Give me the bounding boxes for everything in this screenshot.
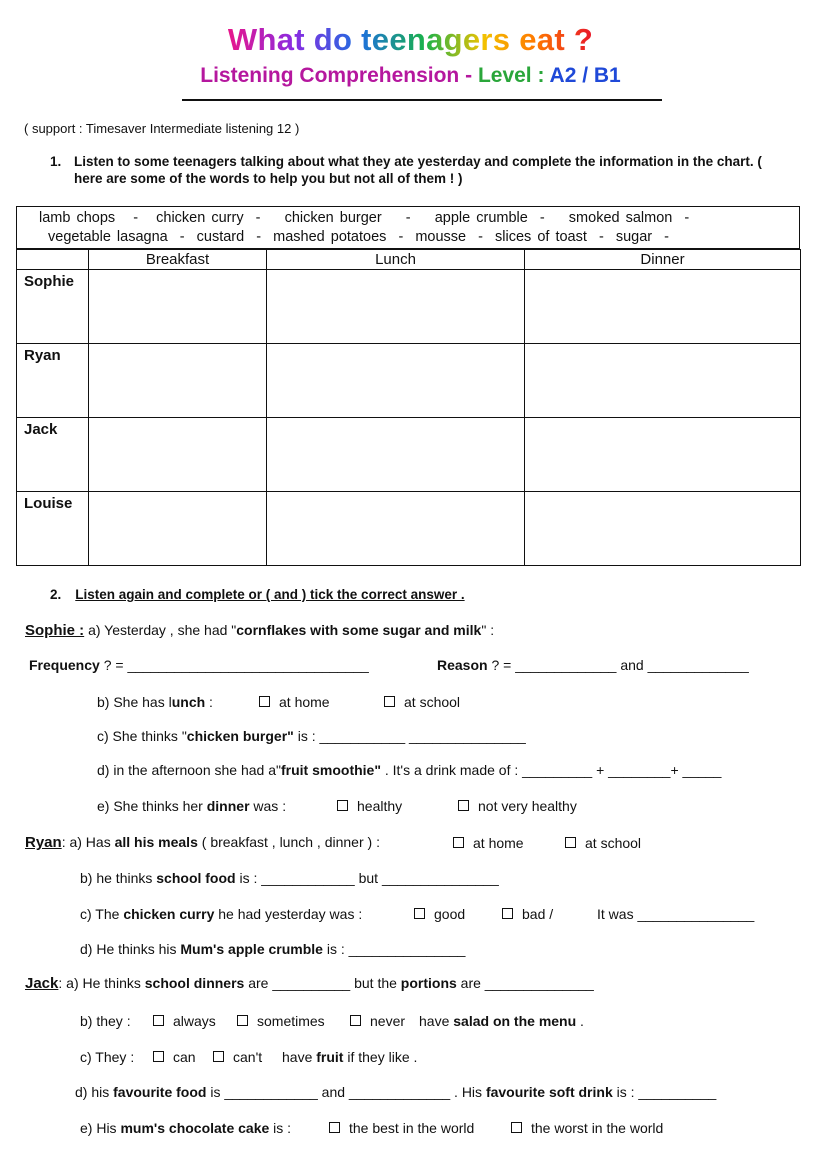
title-text: What do teenagers eat ? bbox=[227, 22, 594, 57]
sophie-b-option-school[interactable] bbox=[384, 694, 460, 710]
question-1 bbox=[50, 153, 780, 187]
option-label: never bbox=[370, 1013, 406, 1029]
jack-e-option-worst[interactable] bbox=[511, 1120, 663, 1136]
checkbox[interactable] bbox=[414, 908, 425, 919]
sophie-c-blank[interactable]: is : ___________ _______________ bbox=[293, 728, 526, 744]
jack-e-bold: mum's chocolate cake bbox=[120, 1120, 270, 1136]
checkbox[interactable] bbox=[153, 1015, 164, 1026]
option-label: bad / bbox=[522, 906, 554, 922]
option-label: always bbox=[173, 1013, 216, 1029]
sophie-e-bold: dinner bbox=[206, 798, 250, 814]
checkbox[interactable] bbox=[502, 908, 513, 919]
option-label: the worst in the world bbox=[531, 1120, 664, 1136]
question-2 bbox=[50, 587, 465, 602]
jack-d-bold-2: favourite soft drink bbox=[485, 1084, 613, 1100]
jack-c-option-cant[interactable] bbox=[213, 1049, 262, 1065]
jack-a-blank[interactable]: are ______________ bbox=[456, 975, 594, 991]
jack-d-text: d) his bbox=[75, 1084, 114, 1100]
sophie-c bbox=[97, 728, 526, 744]
jack-e-post: is : bbox=[269, 1120, 292, 1136]
jack-a bbox=[25, 975, 594, 992]
jack-e-text: e) His bbox=[80, 1120, 121, 1136]
ryan-c-tail[interactable]: It was _______________ bbox=[597, 906, 755, 922]
jack-c bbox=[80, 1049, 134, 1065]
sophie-b-post: : bbox=[205, 694, 213, 710]
sophie-a-text: a) Yesterday , she had " bbox=[88, 622, 237, 638]
jack-c-bold: fruit bbox=[316, 1049, 344, 1065]
reason-blank[interactable]: ? = _____________ and _____________ bbox=[491, 657, 749, 673]
checkbox[interactable] bbox=[337, 800, 348, 811]
ryan-c-option-bad[interactable] bbox=[502, 906, 553, 922]
ryan-c-bold: chicken curry bbox=[123, 906, 215, 922]
chart-row bbox=[17, 270, 801, 344]
jack-b-post: . bbox=[576, 1013, 584, 1029]
ryan-b-bold: school food bbox=[156, 870, 236, 886]
subtitle-part-c: A2 / B1 bbox=[549, 64, 621, 87]
jack-c-post: if they like . bbox=[343, 1049, 418, 1065]
jack-e bbox=[80, 1120, 291, 1136]
jack-a-bold-2: portions bbox=[400, 975, 457, 991]
word-bank-line-2: vegetable lasagna - custard - mashed potatoes - mousse - slices of toast - sugar - bbox=[48, 229, 669, 245]
option-label: at school bbox=[585, 835, 642, 851]
sophie-a bbox=[25, 622, 494, 639]
sophie-frequency bbox=[29, 657, 369, 673]
ryan-d bbox=[80, 941, 465, 957]
sophie-reason bbox=[437, 657, 749, 673]
answer-cell[interactable] bbox=[89, 492, 267, 566]
sophie-e-post: was : bbox=[249, 798, 287, 814]
ryan-d-bold: Mum's apple crumble bbox=[180, 941, 323, 957]
ryan-b-blank[interactable]: is : ____________ but _______________ bbox=[235, 870, 499, 886]
chart-row bbox=[17, 344, 801, 418]
support-note: ( support : Timesaver Intermediate listening 12 ) bbox=[24, 121, 300, 136]
meals-chart bbox=[16, 249, 801, 566]
checkbox[interactable] bbox=[213, 1051, 224, 1062]
sophie-d bbox=[97, 762, 721, 778]
ryan-c-text: c) The bbox=[80, 906, 124, 922]
option-label: good bbox=[434, 906, 466, 922]
checkbox[interactable] bbox=[329, 1122, 340, 1133]
chart-header-row bbox=[17, 250, 801, 270]
ryan-a bbox=[25, 834, 380, 851]
sophie-a-post: " : bbox=[481, 622, 495, 638]
option-label: can't bbox=[233, 1049, 263, 1065]
ryan-b-text: b) he thinks bbox=[80, 870, 157, 886]
chart-row-name: Jack bbox=[17, 418, 89, 492]
jack-a-mid[interactable]: are __________ but the bbox=[244, 975, 401, 991]
checkbox[interactable] bbox=[237, 1015, 248, 1026]
option-label: at home bbox=[473, 835, 524, 851]
chart-header-corner bbox=[17, 250, 89, 270]
answer-cell[interactable] bbox=[525, 344, 801, 418]
answer-cell[interactable] bbox=[267, 270, 525, 344]
answer-cell[interactable] bbox=[525, 418, 801, 492]
sophie-c-bold: chicken burger" bbox=[186, 728, 294, 744]
jack-b-mid: have bbox=[419, 1013, 454, 1029]
chart-header-breakfast: Breakfast bbox=[89, 250, 267, 270]
chart-row-name: Sophie bbox=[17, 270, 89, 344]
chart-header-dinner: Dinner bbox=[525, 250, 801, 270]
option-label: sometimes bbox=[257, 1013, 325, 1029]
ryan-a-bold: all his meals bbox=[114, 834, 198, 850]
option-label: can bbox=[173, 1049, 196, 1065]
ryan-c-post: he had yesterday was : bbox=[214, 906, 363, 922]
ryan-b bbox=[80, 870, 499, 886]
checkbox[interactable] bbox=[153, 1051, 164, 1062]
jack-d bbox=[75, 1084, 716, 1100]
sophie-e bbox=[97, 798, 286, 814]
answer-cell[interactable] bbox=[267, 492, 525, 566]
jack-b-option-always[interactable] bbox=[153, 1013, 216, 1029]
jack-c-tail bbox=[282, 1049, 417, 1065]
chart-row bbox=[17, 492, 801, 566]
jack-a-text: : a) He thinks bbox=[58, 975, 145, 991]
ryan-a-post: ( breakfast , lunch , dinner ) : bbox=[197, 834, 380, 850]
ryan-c-option-good[interactable] bbox=[414, 906, 465, 922]
sophie-b-option-home[interactable] bbox=[259, 694, 330, 710]
chart-row-name: Louise bbox=[17, 492, 89, 566]
jack-a-bold: school dinners bbox=[144, 975, 245, 991]
frequency-label: Frequency bbox=[29, 657, 100, 673]
ryan-a-option-school[interactable] bbox=[565, 835, 641, 851]
checkbox[interactable] bbox=[259, 696, 270, 707]
sophie-c-text: c) She thinks " bbox=[97, 728, 187, 744]
worksheet-subtitle bbox=[0, 64, 821, 88]
word-bank bbox=[16, 206, 800, 249]
answer-cell[interactable] bbox=[89, 270, 267, 344]
answer-cell[interactable] bbox=[267, 418, 525, 492]
question-2-number: 2. bbox=[50, 587, 62, 602]
chart-row-name: Ryan bbox=[17, 344, 89, 418]
option-label: not very healthy bbox=[478, 798, 577, 814]
subtitle-part-b: Level : bbox=[477, 64, 550, 87]
checkbox[interactable] bbox=[511, 1122, 522, 1133]
jack-b-option-never[interactable] bbox=[350, 1013, 405, 1029]
jack-c-option-can[interactable] bbox=[153, 1049, 196, 1065]
answer-cell[interactable] bbox=[267, 344, 525, 418]
option-label: the best in the world bbox=[349, 1120, 475, 1136]
jack-d-bold: favourite food bbox=[113, 1084, 207, 1100]
sophie-d-blank[interactable]: . It's a drink made of : _________ + ________+ _____ bbox=[380, 762, 722, 778]
checkbox[interactable] bbox=[565, 837, 576, 848]
checkbox[interactable] bbox=[453, 837, 464, 848]
jack-d-blank[interactable]: is : __________ bbox=[612, 1084, 717, 1100]
frequency-blank[interactable]: ? = _______________________________ bbox=[103, 657, 369, 673]
subtitle-part-a: Listening Comprehension - bbox=[200, 64, 478, 87]
jack-c-text: c) They : bbox=[80, 1049, 135, 1065]
sophie-d-bold: fruit smoothie" bbox=[281, 762, 381, 778]
chart-header-lunch: Lunch bbox=[267, 250, 525, 270]
question-1-number: 1. bbox=[50, 154, 62, 169]
jack-c-mid: have bbox=[282, 1049, 317, 1065]
jack-e-option-best[interactable] bbox=[329, 1120, 474, 1136]
reason-label: Reason bbox=[437, 657, 488, 673]
worksheet-title bbox=[0, 22, 821, 58]
answer-cell[interactable] bbox=[525, 270, 801, 344]
checkbox[interactable] bbox=[350, 1015, 361, 1026]
sophie-e-option-not-healthy[interactable] bbox=[458, 798, 577, 814]
sophie-e-option-healthy[interactable] bbox=[337, 798, 402, 814]
answer-cell[interactable] bbox=[89, 344, 267, 418]
option-label: healthy bbox=[357, 798, 403, 814]
word-bank-line-1: lamb chops - chicken curry - chicken burger - apple crumble - smoked salmon - bbox=[39, 210, 690, 226]
jack-d-mid[interactable]: is ____________ and _____________ . His bbox=[206, 1084, 486, 1100]
sophie-b bbox=[97, 694, 213, 710]
sophie-name: Sophie : bbox=[25, 622, 85, 639]
question-2-text: Listen again and complete or ( and ) tick the correct answer . bbox=[75, 587, 465, 602]
ryan-d-text: d) He thinks his bbox=[80, 941, 181, 957]
ryan-name: Ryan bbox=[25, 834, 62, 851]
answer-cell[interactable] bbox=[89, 418, 267, 492]
answer-cell[interactable] bbox=[525, 492, 801, 566]
checkbox[interactable] bbox=[384, 696, 395, 707]
ryan-d-blank[interactable]: is : _______________ bbox=[322, 941, 466, 957]
ryan-a-text: : a) Has bbox=[61, 834, 115, 850]
sophie-b-bold: unch bbox=[171, 694, 206, 710]
option-label: at school bbox=[404, 694, 461, 710]
sophie-d-text: d) in the afternoon she had a" bbox=[97, 762, 281, 778]
sophie-e-text: e) She thinks her bbox=[97, 798, 207, 814]
sophie-b-text: b) She has l bbox=[97, 694, 172, 710]
ryan-a-option-home[interactable] bbox=[453, 835, 524, 851]
checkbox[interactable] bbox=[458, 800, 469, 811]
jack-b bbox=[80, 1013, 131, 1029]
jack-name: Jack bbox=[25, 975, 59, 992]
jack-b-bold: salad on the menu bbox=[453, 1013, 577, 1029]
option-label: at home bbox=[279, 694, 330, 710]
ryan-c bbox=[80, 906, 362, 922]
sophie-a-bold: cornflakes with some sugar and milk bbox=[236, 622, 482, 638]
chart-row bbox=[17, 418, 801, 492]
jack-b-option-sometimes[interactable] bbox=[237, 1013, 325, 1029]
question-1-text: Listen to some teenagers talking about what they ate yesterday and complete the information in the chart. ( here are some of the words to help you but not all of them ! ) bbox=[74, 154, 762, 186]
jack-b-tail bbox=[419, 1013, 584, 1029]
jack-b-text: b) they : bbox=[80, 1013, 131, 1029]
title-rule bbox=[182, 99, 662, 101]
